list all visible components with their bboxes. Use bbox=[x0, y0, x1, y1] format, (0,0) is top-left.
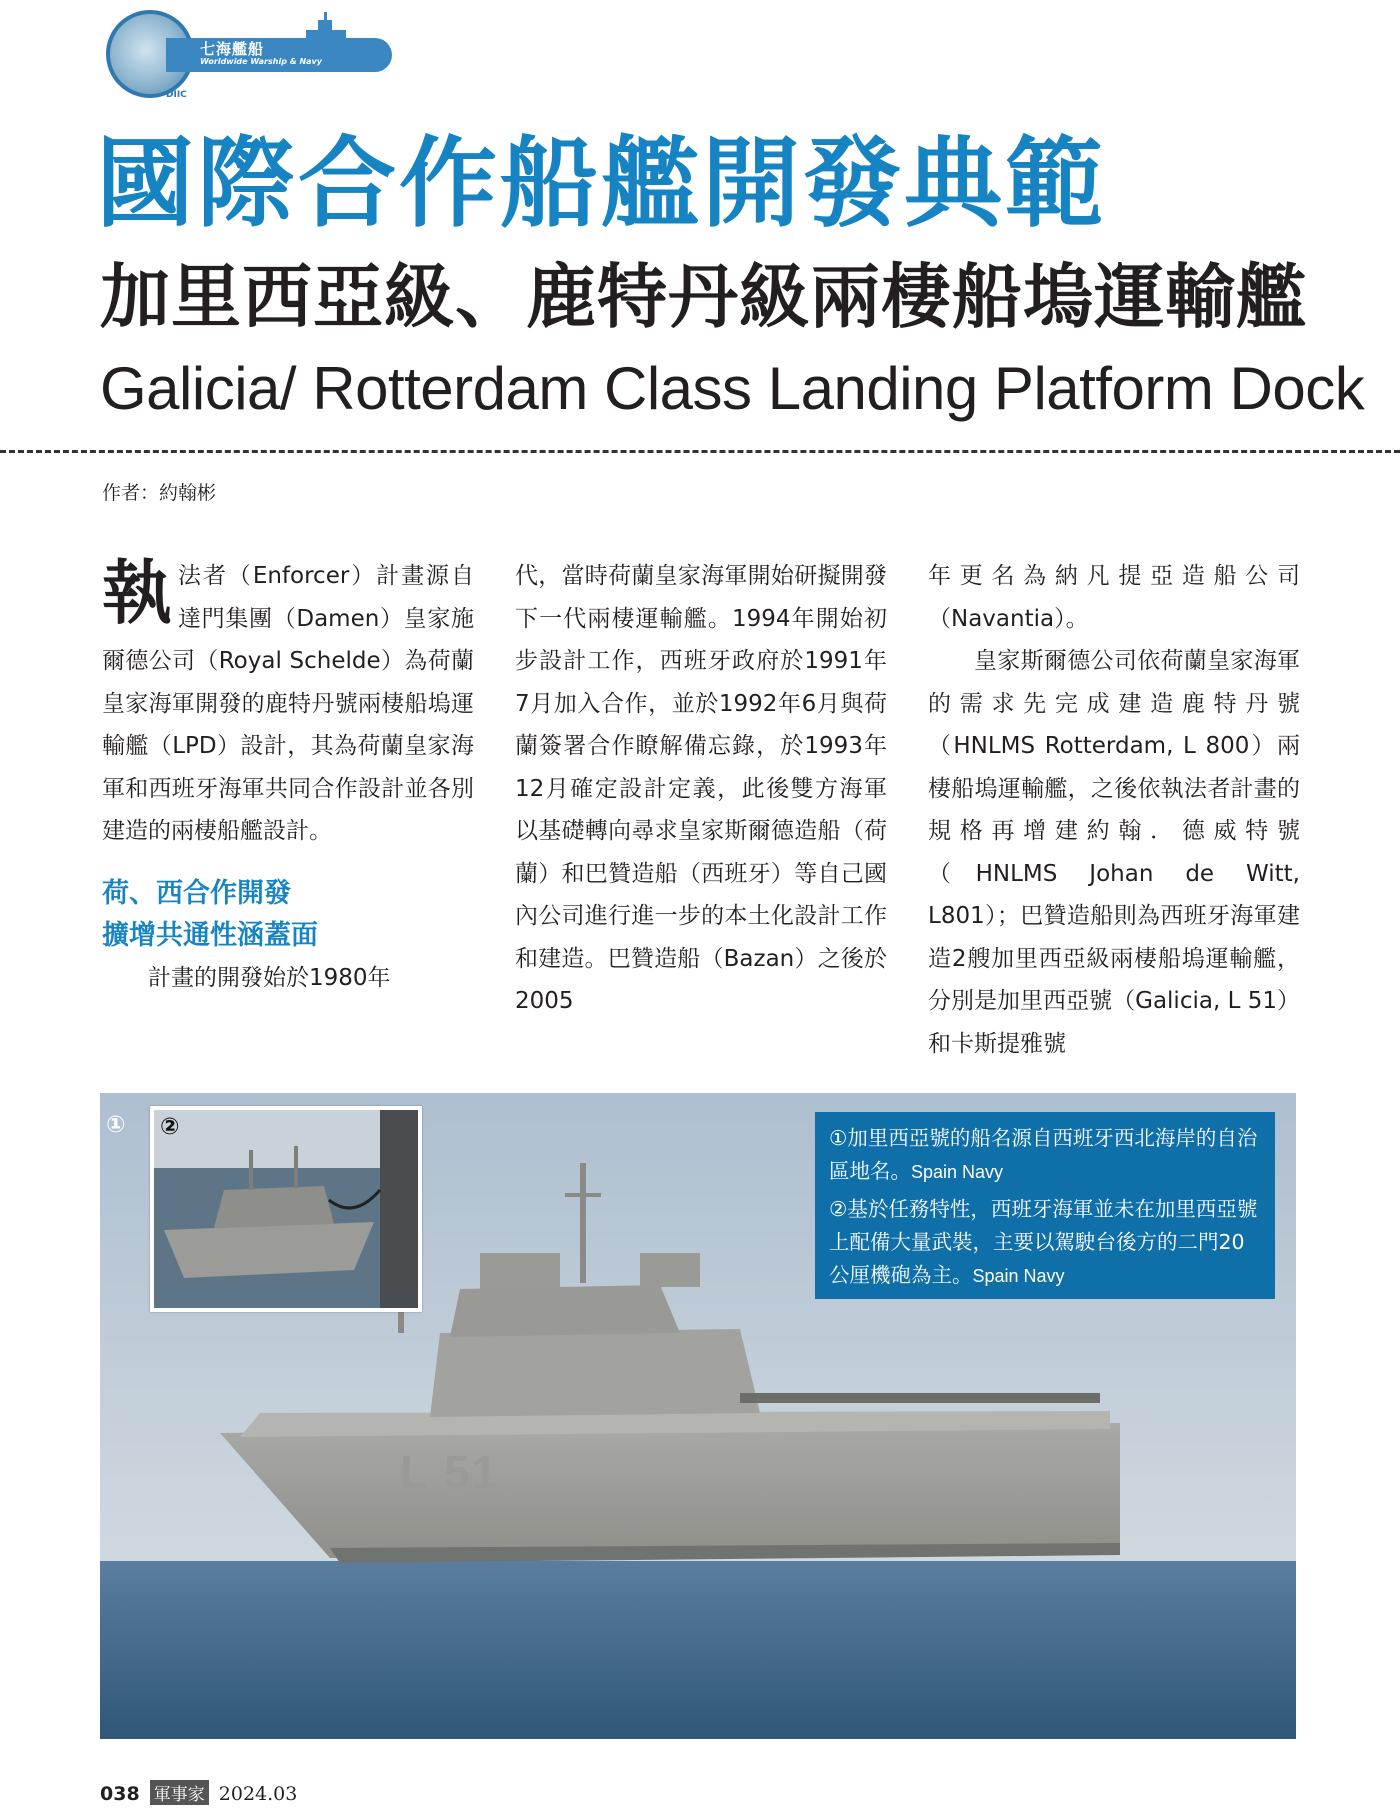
intro-paragraph bbox=[102, 552, 474, 853]
body-paragraph: 年更名為納凡提亞造船公司（Navantia）。 bbox=[928, 563, 1300, 632]
article-column-2 bbox=[515, 555, 887, 1023]
photo-caption-box bbox=[815, 1112, 1275, 1299]
warship-silhouette-icon bbox=[266, 12, 386, 48]
body-paragraph: 代，當時荷蘭皇家海軍開始研擬開發下一代兩棲運輸艦。1994年開始初步設計工作，西班牙政府於1991年7月加入合作，並於1992年6月與荷蘭簽署合作瞭解備忘錄，於1993年12月確定設計定義，此後雙方海軍以基礎轉向尋求皇家斯爾德造船（荷蘭）和巴贊造船（西班牙）等自己國內公司進行進一步的本土化設計工作和建造。巴贊造船（Bazan）之後於2005 bbox=[515, 563, 887, 1014]
issue-date: 2024.03 bbox=[218, 1783, 298, 1805]
hull-number: L 51 bbox=[400, 1446, 500, 1498]
caption-2-source: Spain Navy bbox=[972, 1266, 1065, 1286]
page-footer bbox=[100, 1780, 297, 1805]
drop-cap: 執 bbox=[102, 552, 172, 634]
logo-title: 七海艦船 bbox=[200, 40, 265, 58]
section-heading-line-2: 擴增共通性涵蓋面 bbox=[102, 919, 318, 951]
article-column-3 bbox=[928, 555, 1300, 1065]
figure-marker-1: ① bbox=[106, 1112, 126, 1138]
article-title: 國際合作船艦開發典範 bbox=[96, 127, 1107, 241]
author-byline: 作者：約翰彬 bbox=[102, 482, 217, 504]
caption-1-text: ①加里西亞號的船名源自西班牙西北海岸的自治區地名。 bbox=[829, 1126, 1258, 1183]
caption-1-source: Spain Navy bbox=[911, 1162, 1004, 1182]
caption-1 bbox=[829, 1122, 1261, 1189]
figure-marker-2: ② bbox=[160, 1114, 180, 1140]
body-paragraph: 皇家斯爾德公司依荷蘭皇家海軍的需求先完成建造鹿特丹號（HNLMS Rotterdam, L 800）兩棲船塢運輸艦，之後依執法者計畫的規格再增建約翰．德威特號（HNLMS Johan de Witt, L801）；巴贊造船則為西班牙海軍建造2艘加里西亞級兩棲船塢運輸艦，分別是加里西亞號（Galicia, L 51）和卡斯提雅號 bbox=[928, 648, 1300, 1057]
caption-2-text: ②基於任務特性，西班牙海軍並未在加里西亞號上配備大量武裝，主要以駕駛台後方的二門20公厘機砲為主。 bbox=[829, 1197, 1258, 1287]
intro-text: 法者（Enforcer）計畫源自達門集團（Damen）皇家施爾德公司（Royal Schelde）為荷蘭皇家海軍開發的鹿特丹號兩棲船塢運輸艦（LPD）設計，其為荷蘭皇家海軍和西班牙海軍共同合作設計並各別建造的兩棲船艦設計。 bbox=[102, 563, 474, 844]
article-column-1 bbox=[102, 552, 474, 999]
logo-subtitle: Worldwide Warship & Navy bbox=[200, 57, 322, 66]
caption-2 bbox=[829, 1193, 1261, 1293]
page-number: 038 bbox=[100, 1783, 140, 1805]
article-english-title: Galicia/ Rotterdam Class Landing Platform Dock bbox=[100, 355, 1365, 422]
article-subtitle: 加里西亞級、鹿特丹級兩棲船塢運輸艦 bbox=[100, 256, 1307, 338]
section-heading bbox=[102, 873, 474, 957]
section-heading-line-1: 荷、西合作開發 bbox=[102, 877, 291, 909]
magazine-name: 軍事家 bbox=[150, 1780, 209, 1805]
logo-tag: DIIC bbox=[166, 90, 187, 100]
magazine-section-logo bbox=[96, 4, 396, 108]
dashed-divider bbox=[0, 450, 1400, 453]
body-paragraph: 計畫的開發始於1980年 bbox=[148, 964, 391, 991]
inset-photo bbox=[150, 1106, 422, 1312]
